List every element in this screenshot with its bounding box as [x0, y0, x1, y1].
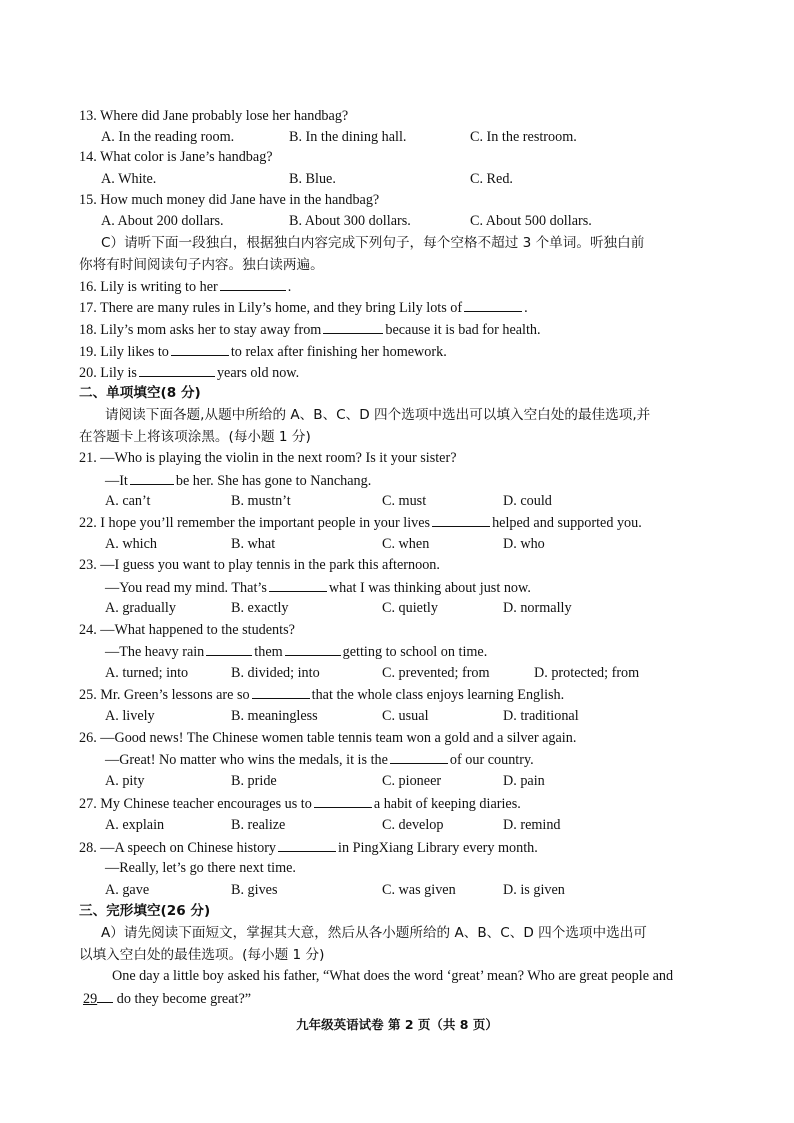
question-28-reply: —Really, let’s go there next time. — [105, 860, 296, 876]
option-c: C. Red. — [470, 171, 513, 187]
answer-blank — [130, 470, 174, 485]
question-text: be her. She has gone to Nanchang. — [175, 473, 372, 489]
question-text: —You read my mind. That’s — [105, 580, 267, 596]
option-b: B. exactly — [231, 600, 289, 616]
option-b: B. meaningless — [231, 708, 318, 724]
question-28-stem — [79, 837, 538, 857]
question-number: 14. — [79, 149, 97, 165]
option-d: D. remind — [503, 817, 561, 833]
question-number: 13. — [79, 108, 97, 124]
question-text: that the whole class enjoys learning English. — [311, 687, 565, 703]
question-13-stem — [79, 106, 348, 126]
question-23-reply — [105, 577, 531, 597]
part-3-instruction-cont: 以填入空白处的最佳选项。(每小题 1 分) — [79, 947, 325, 963]
question-22 — [79, 512, 642, 532]
answer-blank — [285, 641, 341, 656]
question-text: in PingXiang Library every month. — [338, 840, 538, 856]
question-23-stem: 23. —I guess you want to play tennis in the park this afternoon. — [79, 557, 440, 573]
option-d: D. protected; from — [534, 665, 640, 681]
question-text: —The heavy rain — [105, 644, 205, 660]
question-14-stem — [79, 147, 273, 167]
option-b: B. divided; into — [231, 665, 320, 681]
option-d: D. normally — [503, 600, 572, 616]
option-b: B. Blue. — [289, 171, 336, 187]
question-25 — [79, 684, 564, 704]
question-text: years old now. — [216, 365, 300, 381]
answer-blank — [220, 276, 286, 291]
question-16 — [79, 276, 291, 296]
question-text: —It — [105, 473, 128, 489]
answer-blank — [278, 837, 336, 852]
question-text: to relax after finishing her homework. — [230, 344, 447, 360]
question-text: . — [524, 300, 528, 316]
option-c: C. must — [382, 493, 427, 509]
option-d: D. who — [503, 536, 545, 552]
answer-blank — [269, 577, 327, 592]
question-text: 28. —A speech on Chinese history — [79, 840, 277, 856]
answer-blank — [206, 641, 252, 656]
option-b: B. In the dining hall. — [289, 129, 407, 145]
part-3-instruction: A）请先阅读下面短文，掌握其大意，然后从各小题所给的 A、B、C、D 四个选项中选出可 — [101, 925, 647, 941]
question-text: 20. Lily is — [79, 365, 137, 381]
question-text: . — [287, 279, 292, 295]
option-a: A. explain — [105, 817, 165, 833]
option-c: C. develop — [382, 817, 444, 833]
option-c: C. prevented; from — [382, 665, 490, 681]
option-a: A. which — [105, 536, 158, 552]
question-19 — [79, 341, 447, 361]
question-text: What color is Jane’s handbag? — [100, 149, 273, 165]
question-text: 19. Lily likes to — [79, 344, 169, 360]
answer-blank — [323, 319, 383, 334]
question-text: because it is bad for health. — [385, 322, 541, 338]
option-b: B. pride — [231, 773, 277, 789]
passage-line-1: One day a little boy asked his father, “What does the word ‘great’ mean? Who are great people and — [112, 968, 674, 984]
question-text: helped and supported you. — [492, 515, 642, 531]
question-26-reply — [105, 749, 534, 769]
question-text: 16. Lily is writing to her — [79, 279, 218, 295]
question-26-stem: 26. —Good news! The Chinese women table tennis team won a gold and a silver again. — [79, 730, 577, 746]
question-text: 18. Lily’s mom asks her to stay away from — [79, 322, 322, 338]
option-c: C. pioneer — [382, 773, 442, 789]
option-c: C. quietly — [382, 600, 438, 616]
question-27 — [79, 793, 521, 813]
part-3-heading: 三、完形填空(26 分) — [79, 903, 211, 919]
option-c: C. when — [382, 536, 430, 552]
question-text: getting to school on time. — [342, 644, 488, 660]
option-d: D. could — [503, 493, 552, 509]
option-b: B. realize — [231, 817, 286, 833]
question-text: 17. There are many rules in Lily’s home, and they bring Lily lots of — [79, 300, 463, 316]
part-2-instruction-cont: 在答题卡上将该项涂黑。(每小题 1 分) — [79, 429, 311, 445]
option-a: A. pity — [105, 773, 145, 789]
question-text: 27. My Chinese teacher encourages us to — [79, 796, 312, 812]
option-b: B. About 300 dollars. — [289, 213, 411, 229]
answer-blank — [390, 749, 448, 764]
question-number: 15. — [79, 192, 97, 208]
page-footer: 九年级英语试卷 第 2 页（共 8 页） — [296, 1017, 498, 1032]
section-c-instruction: C）请听下面一段独白，根据独白内容完成下列句子，每个空格不超过 3 个单词。听独白前 — [101, 235, 645, 251]
question-text: —Great! No matter who wins the medals, it is the — [105, 752, 388, 768]
option-a: A. White. — [101, 171, 157, 187]
option-a: A. In the reading room. — [101, 129, 235, 145]
question-text: 25. Mr. Green’s lessons are so — [79, 687, 250, 703]
option-a: A. gradually — [105, 600, 176, 616]
question-15-stem — [79, 190, 379, 210]
option-b: B. gives — [231, 882, 278, 898]
question-text: of our country. — [449, 752, 534, 768]
question-text: a habit of keeping diaries. — [373, 796, 521, 812]
option-c: C. was given — [382, 882, 456, 898]
answer-blank — [139, 362, 215, 377]
option-b: B. what — [231, 536, 276, 552]
option-d: D. traditional — [503, 708, 579, 724]
option-c: C. In the restroom. — [470, 129, 577, 145]
question-text: Where did Jane probably lose her handbag? — [100, 108, 349, 124]
option-c: C. About 500 dollars. — [470, 213, 592, 229]
question-text: 22. I hope you’ll remember the important people in your lives — [79, 515, 431, 531]
part-2-instruction: 请阅读下面各题,从题中所给的 A、B、C、D 四个选项中选出可以填入空白处的最佳选项,并 — [105, 407, 651, 423]
cloze-blank-number: 29 — [83, 991, 98, 1007]
option-a: A. About 200 dollars. — [101, 213, 224, 229]
question-24-reply — [105, 641, 487, 661]
question-21-reply — [105, 470, 371, 490]
part-2-heading: 二、单项填空(8 分) — [79, 385, 201, 401]
passage-line-2 — [83, 988, 251, 1008]
option-a: A. turned; into — [105, 665, 189, 681]
option-b: B. mustn’t — [231, 493, 291, 509]
answer-blank — [252, 684, 310, 699]
option-a: A. gave — [105, 882, 150, 898]
answer-blank — [171, 341, 229, 356]
cloze-blank-line — [97, 988, 113, 1003]
option-a: A. lively — [105, 708, 155, 724]
section-c-instruction-cont: 你将有时间阅读句子内容。独白读两遍。 — [79, 257, 324, 273]
question-18 — [79, 319, 541, 339]
answer-blank — [432, 512, 490, 527]
option-c: C. usual — [382, 708, 429, 724]
question-20 — [79, 362, 299, 382]
question-21-stem: 21. —Who is playing the violin in the next room? Is it your sister? — [79, 450, 457, 466]
question-text: them — [254, 644, 283, 660]
answer-blank — [464, 297, 522, 312]
question-17 — [79, 297, 528, 317]
option-a: A. can’t — [105, 493, 151, 509]
question-text: what I was thinking about just now. — [328, 580, 531, 596]
answer-blank — [314, 793, 372, 808]
option-d: D. is given — [503, 882, 565, 898]
question-text: How much money did Jane have in the handbag? — [100, 192, 380, 208]
option-d: D. pain — [503, 773, 545, 789]
question-24-stem: 24. —What happened to the students? — [79, 622, 295, 638]
passage-text: do they become great?” — [116, 991, 252, 1007]
